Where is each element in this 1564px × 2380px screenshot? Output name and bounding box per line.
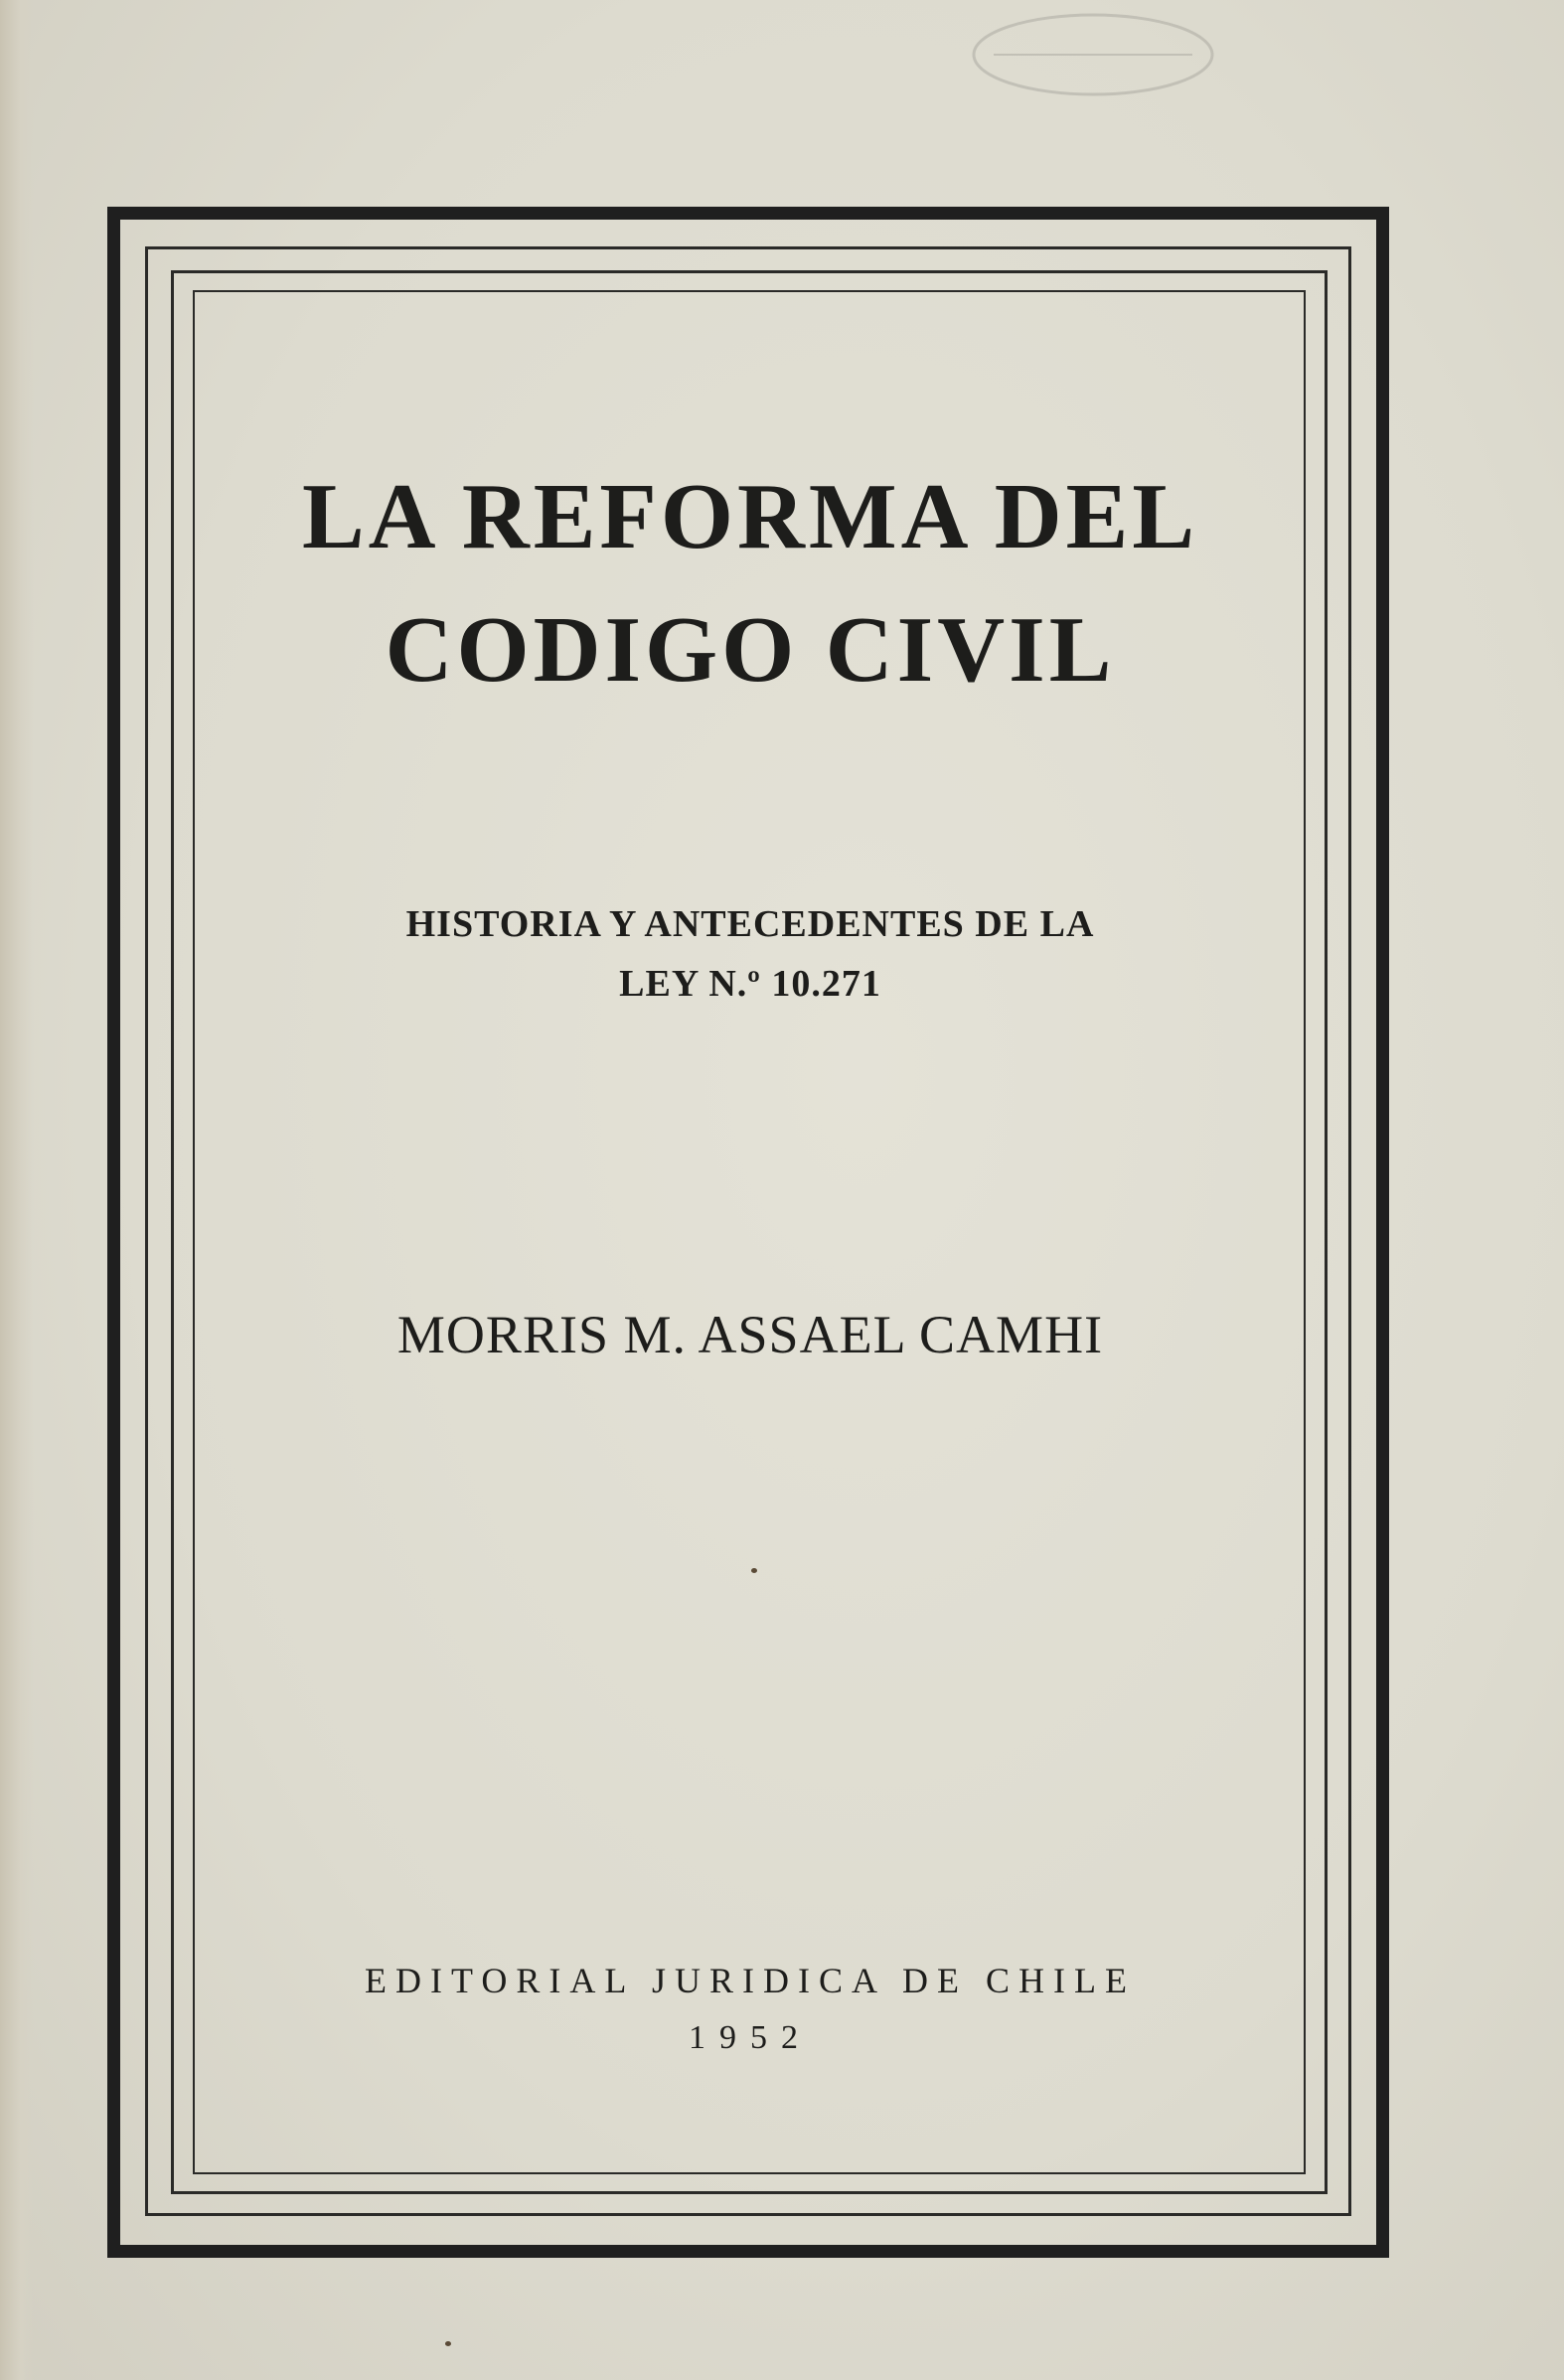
page-spine-edge bbox=[0, 0, 34, 2380]
book-subtitle-line-2: LEY N.º 10.271 bbox=[619, 963, 881, 1005]
book-subtitle-line-1: HISTORIA Y ANTECEDENTES DE LA bbox=[405, 903, 1095, 945]
paper-speck bbox=[445, 2341, 451, 2346]
paper-speck bbox=[751, 1568, 757, 1573]
book-title-line-1: LA REFORMA DEL bbox=[301, 465, 1199, 568]
author-name: MORRIS M. ASSAEL CAMHI bbox=[396, 1305, 1104, 1364]
book-title-line-2: CODIGO CIVIL bbox=[385, 598, 1116, 702]
publication-year: 1952 bbox=[689, 2019, 812, 2056]
publisher-name: EDITORIAL JURIDICA DE CHILE bbox=[365, 1961, 1136, 2000]
faded-library-stamp bbox=[954, 0, 1232, 109]
inner-border-line-3 bbox=[193, 290, 1306, 2174]
